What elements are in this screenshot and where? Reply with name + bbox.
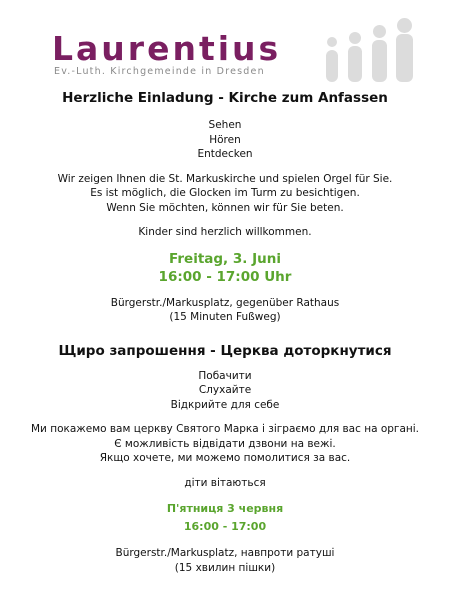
location-line: (15 Minuten Fußweg) [169, 311, 281, 324]
german-location [0, 296, 450, 325]
description-line: Wenn Sie möchten, können wir für Sie beten. [106, 201, 344, 214]
activity-line: Слухайте [198, 384, 252, 397]
ukrainian-location [0, 546, 450, 575]
location-line: Bürgerstr./Markusplatz, навпроти ратуші [115, 547, 335, 560]
event-date: П'ятниця 3 червня [166, 502, 284, 516]
german-description [0, 172, 450, 216]
description-line: Wir zeigen Ihnen die St. Markuskirche und spielen Orgel für Sie. [57, 172, 393, 185]
german-activities [0, 118, 450, 162]
flyer-content [0, 90, 450, 585]
activity-line: Sehen [208, 119, 242, 132]
description-line: Es ist möglich, die Glocken im Turm zu besichtigen. [90, 187, 360, 200]
event-date: Freitag, 3. Juni [169, 250, 281, 267]
ukrainian-kids [0, 476, 450, 491]
description-line: Ми покажемо вам церкву Святого Марка і зіграємо для вас на органі. [30, 423, 420, 436]
event-time: 16:00 - 17:00 [183, 520, 267, 534]
kids-welcome: діти вітаються [184, 476, 266, 489]
kids-welcome: Kinder sind herzlich willkommen. [138, 226, 312, 239]
logo: Laurentius [52, 29, 282, 68]
location-line: (15 хвилин пішки) [174, 561, 276, 574]
location-line: Bürgerstr./Markusplatz, gegenüber Rathaus [110, 296, 340, 309]
ukrainian-description [0, 422, 450, 466]
description-line: Якщо хочете, ми можемо помолитися за вас. [99, 452, 351, 465]
activity-line: Hören [209, 133, 241, 146]
description-line: Є можливість відвідати дзвони на вежі. [114, 437, 336, 450]
activity-line: Побачити [198, 369, 252, 382]
people-figures-icon [322, 24, 442, 84]
ukrainian-datetime [0, 500, 450, 536]
event-time: 16:00 - 17:00 Uhr [158, 268, 292, 285]
parish-subtitle: Ev.-Luth. Kirchgemeinde in Dresden [54, 66, 265, 77]
activity-line: Відкрийте для себе [170, 398, 280, 411]
header [0, 0, 450, 82]
german-datetime [0, 250, 450, 286]
german-title: Herzliche Einladung - Kirche zum Anfassen [62, 90, 388, 106]
ukrainian-title: Щиро запрошення - Церква доторкнутися [58, 342, 392, 359]
ukrainian-activities [0, 369, 450, 413]
activity-line: Entdecken [197, 148, 253, 161]
german-kids [0, 225, 450, 240]
